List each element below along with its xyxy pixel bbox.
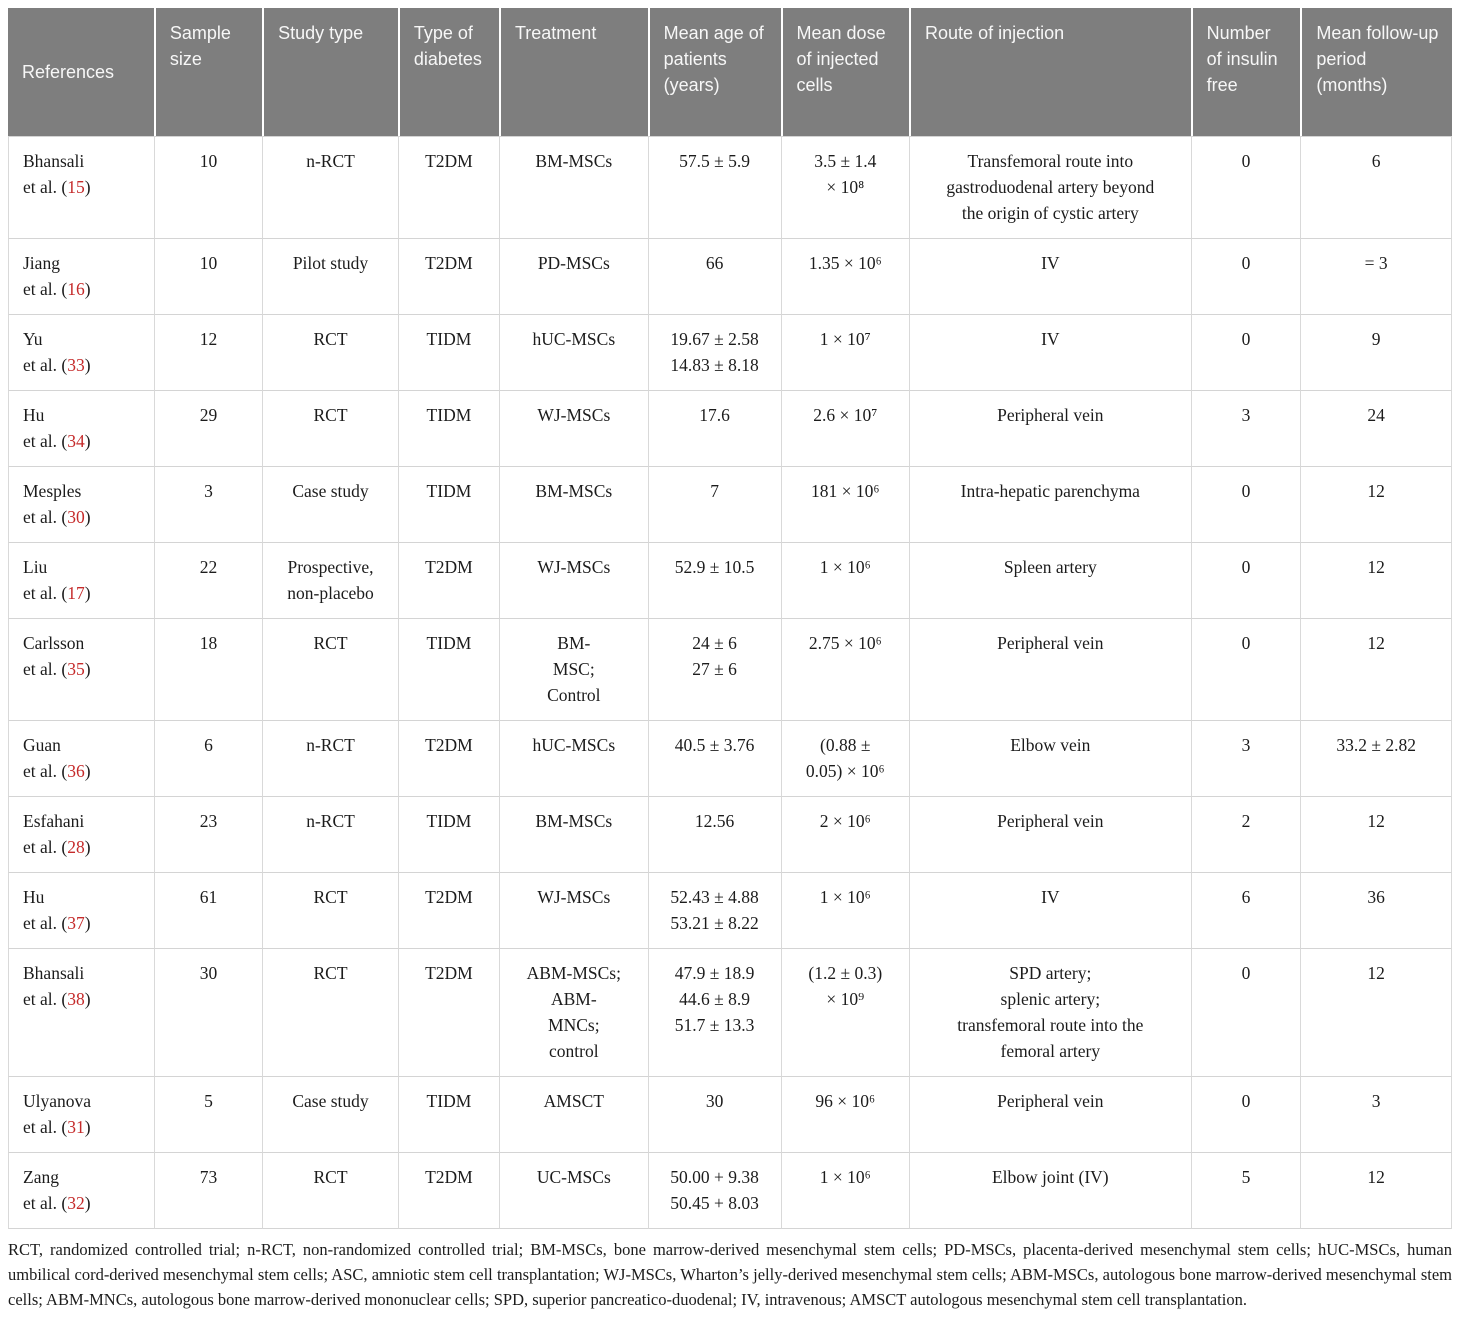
cell-insulin-free: 0 <box>1191 619 1301 721</box>
cell-study-type <box>262 873 398 949</box>
cell-study-type <box>262 315 398 391</box>
cell-line: 36 <box>1367 887 1385 907</box>
cell-line: = 3 <box>1364 253 1388 273</box>
cell-sample-size: 18 <box>154 619 262 721</box>
cell-route <box>909 1153 1191 1229</box>
cell-mean-age <box>648 315 781 391</box>
cell-line: Peripheral vein <box>997 633 1104 653</box>
column-header-0: References <box>8 8 154 136</box>
cell-line: control <box>549 1041 599 1061</box>
cell-study-type <box>262 1153 398 1229</box>
cell-follow-up <box>1300 797 1452 873</box>
citation-number-link[interactable]: 36 <box>67 761 85 781</box>
citation-number-link[interactable]: 33 <box>67 355 85 375</box>
cell-line: Peripheral vein <box>997 811 1104 831</box>
cell-line: Prospective, <box>287 557 374 577</box>
cell-line: Pilot study <box>292 253 369 273</box>
cell-diabetes-type: TIDM <box>398 315 499 391</box>
cell-line: 181 × 10⁶ <box>811 481 880 501</box>
table-row <box>8 949 1452 1077</box>
cell-line: 3 <box>1371 1091 1381 1111</box>
cell-treatment <box>499 949 648 1077</box>
reference-etal-line: et al. (36) <box>23 761 91 781</box>
cell-dose <box>781 467 910 543</box>
citation-number-link[interactable]: 30 <box>67 507 85 527</box>
reference-author: Bhansali <box>23 963 85 983</box>
cell-dose <box>781 619 910 721</box>
cell-dose <box>781 1153 910 1229</box>
cell-study-type <box>262 619 398 721</box>
column-header-2: Study type <box>262 8 398 136</box>
cell-line: WJ-MSCs <box>537 887 611 907</box>
cell-line: 27 ± 6 <box>692 659 737 679</box>
reference-author: Liu <box>23 557 48 577</box>
table-header <box>8 8 1452 136</box>
column-header-9: Mean follow-up period (months) <box>1300 8 1452 136</box>
cell-line: 12 <box>1367 633 1385 653</box>
reference-author: Bhansali <box>23 151 85 171</box>
cell-line: 12 <box>1367 481 1385 501</box>
cell-line: Transfemoral route into <box>967 151 1134 171</box>
table-row <box>8 1153 1452 1229</box>
cell-dose <box>781 315 910 391</box>
table-row <box>8 1077 1452 1153</box>
table-body <box>8 136 1452 1229</box>
cell-line: 50.45 + 8.03 <box>670 1193 759 1213</box>
cell-sample-size: 3 <box>154 467 262 543</box>
cell-study-type <box>262 949 398 1077</box>
cell-line: 50.00 + 9.38 <box>670 1167 759 1187</box>
cell-references <box>8 721 154 797</box>
cell-treatment <box>499 797 648 873</box>
cell-treatment <box>499 239 648 315</box>
cell-line: 33.2 ± 2.82 <box>1336 735 1416 755</box>
cell-line: Intra-hepatic parenchyma <box>960 481 1140 501</box>
cell-line: RCT <box>313 1167 348 1187</box>
cell-line: ABM-MSCs; <box>526 963 621 983</box>
cell-follow-up <box>1300 949 1452 1077</box>
reference-etal-line: et al. (17) <box>23 583 91 603</box>
cell-line: PD-MSCs <box>537 253 610 273</box>
cell-sample-size: 5 <box>154 1077 262 1153</box>
cell-mean-age <box>648 136 781 239</box>
reference-etal-line: et al. (37) <box>23 913 91 933</box>
cell-line: 9 <box>1371 329 1381 349</box>
cell-line: 24 ± 6 <box>692 633 737 653</box>
cell-dose <box>781 721 910 797</box>
cell-references <box>8 239 154 315</box>
cell-route <box>909 391 1191 467</box>
cell-line: 19.67 ± 2.58 <box>670 329 759 349</box>
cell-sample-size: 10 <box>154 239 262 315</box>
cell-mean-age <box>648 721 781 797</box>
cell-diabetes-type: T2DM <box>398 136 499 239</box>
cell-mean-age <box>648 1153 781 1229</box>
cell-line: Spleen artery <box>1003 557 1097 577</box>
cell-mean-age <box>648 1077 781 1153</box>
cell-insulin-free: 5 <box>1191 1153 1301 1229</box>
cell-references <box>8 467 154 543</box>
cell-treatment <box>499 391 648 467</box>
cell-references <box>8 1153 154 1229</box>
cell-references <box>8 797 154 873</box>
cell-line: × 10⁹ <box>826 989 865 1009</box>
cell-line: 40.5 ± 3.76 <box>674 735 755 755</box>
cell-treatment <box>499 543 648 619</box>
cell-line: BM-MSCs <box>535 811 613 831</box>
cell-line: 96 × 10⁶ <box>815 1091 876 1111</box>
cell-mean-age <box>648 239 781 315</box>
cell-references <box>8 873 154 949</box>
cell-line: the origin of cystic artery <box>961 203 1139 223</box>
cell-dose <box>781 136 910 239</box>
cell-line: UC-MSCs <box>536 1167 611 1187</box>
cell-references <box>8 136 154 239</box>
cell-insulin-free: 6 <box>1191 873 1301 949</box>
cell-line: 1 × 10⁶ <box>819 887 871 907</box>
reference-etal-line: et al. (30) <box>23 507 91 527</box>
cell-study-type <box>262 467 398 543</box>
cell-sample-size: 6 <box>154 721 262 797</box>
citation-number-link[interactable]: 17 <box>67 583 85 603</box>
table-footnote: RCT, randomized controlled trial; n-RCT, non-randomized controlled trial; BM-MSCs, bone marrow-derived mesenchymal stem cells; PD-MSCs, placenta-derived mesenchymal stem cells; hUC-MSCs, human umbilical cord-derived mesenchymal stem cells; ASC, amniotic stem cell transplantation; WJ-MSCs, Wharton’s jelly-derived mesenchymal stem cells; ABM-MSCs, autologous bone marrow-derived mesenchymal stem cells; ABM-MNCs, autologous bone marrow-derived mononuclear cells; SPD, superior pancreatico-duodenal; IV, intravenous; AMSCT autologous mesenchymal stem cell transplantation. <box>8 1240 1452 1309</box>
cell-line: 12.56 <box>694 811 735 831</box>
table-row <box>8 136 1452 239</box>
cell-line: BM-MSCs <box>535 151 613 171</box>
cell-diabetes-type: TIDM <box>398 391 499 467</box>
cell-line: IV <box>1041 887 1060 907</box>
cell-line: MNCs; <box>548 1015 600 1035</box>
cell-line: 14.83 ± 8.18 <box>670 355 759 375</box>
cell-diabetes-type: TIDM <box>398 1077 499 1153</box>
cell-line: 52.9 ± 10.5 <box>674 557 755 577</box>
cell-diabetes-type: TIDM <box>398 619 499 721</box>
cell-line: 1 × 10⁶ <box>819 557 871 577</box>
citation-number-link[interactable]: 38 <box>67 989 85 1009</box>
cell-insulin-free: 0 <box>1191 315 1301 391</box>
cell-line: hUC-MSCs <box>532 735 616 755</box>
table-row <box>8 239 1452 315</box>
cell-line: 1.35 × 10⁶ <box>808 253 882 273</box>
cell-follow-up <box>1300 239 1452 315</box>
cell-follow-up <box>1300 721 1452 797</box>
cell-references <box>8 1077 154 1153</box>
reference-etal-line: et al. (31) <box>23 1117 91 1137</box>
cell-sample-size: 22 <box>154 543 262 619</box>
reference-author: Yu <box>23 329 43 349</box>
cell-line: 12 <box>1367 1167 1385 1187</box>
cell-line: 12 <box>1367 557 1385 577</box>
cell-route <box>909 467 1191 543</box>
cell-study-type <box>262 543 398 619</box>
cell-diabetes-type: T2DM <box>398 543 499 619</box>
cell-references <box>8 949 154 1077</box>
cell-route <box>909 721 1191 797</box>
cell-dose <box>781 239 910 315</box>
cell-route <box>909 315 1191 391</box>
cell-line: n-RCT <box>306 811 355 831</box>
cell-insulin-free: 0 <box>1191 949 1301 1077</box>
reference-etal-line: et al. (15) <box>23 177 91 197</box>
cell-diabetes-type: T2DM <box>398 873 499 949</box>
reference-author: Hu <box>23 887 45 907</box>
cell-sample-size: 29 <box>154 391 262 467</box>
cell-line: 12 <box>1367 811 1385 831</box>
reference-etal-line: et al. (33) <box>23 355 91 375</box>
cell-references <box>8 543 154 619</box>
table-row <box>8 721 1452 797</box>
cell-route <box>909 949 1191 1077</box>
cell-treatment <box>499 873 648 949</box>
column-header-5: Mean age of patients (years) <box>648 8 781 136</box>
cell-insulin-free: 0 <box>1191 467 1301 543</box>
cell-line: Elbow vein <box>1010 735 1091 755</box>
cell-line: Elbow joint (IV) <box>991 1167 1109 1187</box>
reference-author: Carlsson <box>23 633 85 653</box>
column-header-7: Route of injection <box>909 8 1191 136</box>
cell-line: 47.9 ± 18.9 <box>674 963 755 983</box>
cell-line: WJ-MSCs <box>537 557 611 577</box>
reference-author: Jiang <box>23 253 60 273</box>
cell-line: 30 <box>705 1091 724 1111</box>
cell-line: RCT <box>313 633 348 653</box>
cell-study-type <box>262 721 398 797</box>
column-header-4: Treatment <box>499 8 648 136</box>
cell-line: 52.43 ± 4.88 <box>670 887 759 907</box>
cell-treatment <box>499 1153 648 1229</box>
cell-treatment <box>499 721 648 797</box>
cell-study-type <box>262 136 398 239</box>
cell-line: 53.21 ± 8.22 <box>670 913 759 933</box>
citation-number-link[interactable]: 16 <box>67 279 85 299</box>
cell-follow-up <box>1300 1077 1452 1153</box>
cell-treatment <box>499 136 648 239</box>
cell-line: (1.2 ± 0.3) <box>808 963 883 983</box>
header-row <box>8 8 1452 136</box>
table-row <box>8 391 1452 467</box>
cell-references <box>8 619 154 721</box>
cell-dose <box>781 543 910 619</box>
cell-line: BM-MSCs <box>535 481 613 501</box>
cell-insulin-free: 2 <box>1191 797 1301 873</box>
cell-line: non-placebo <box>287 583 374 603</box>
cell-references <box>8 391 154 467</box>
table-row <box>8 467 1452 543</box>
cell-follow-up <box>1300 467 1452 543</box>
table-row <box>8 797 1452 873</box>
cell-dose <box>781 873 910 949</box>
cell-study-type <box>262 1077 398 1153</box>
reference-author: Zang <box>23 1167 59 1187</box>
reference-author: Ulyanova <box>23 1091 92 1111</box>
cell-line: gastroduodenal artery beyond <box>946 177 1155 197</box>
cell-follow-up <box>1300 873 1452 949</box>
cell-sample-size: 10 <box>154 136 262 239</box>
citation-number-link[interactable]: 35 <box>67 659 85 679</box>
cell-mean-age <box>648 619 781 721</box>
cell-line: Control <box>547 685 601 705</box>
table-row <box>8 619 1452 721</box>
cell-sample-size: 12 <box>154 315 262 391</box>
cell-line: 6 <box>1371 151 1381 171</box>
cell-dose <box>781 949 910 1077</box>
cell-route <box>909 136 1191 239</box>
cell-line: n-RCT <box>306 151 355 171</box>
cell-line: 3.5 ± 1.4 <box>814 151 877 171</box>
cell-diabetes-type: T2DM <box>398 239 499 315</box>
cell-mean-age <box>648 873 781 949</box>
cell-mean-age <box>648 391 781 467</box>
reference-author: Guan <box>23 735 61 755</box>
cell-line: MSC; <box>552 659 595 679</box>
cell-line: RCT <box>313 405 348 425</box>
cell-treatment <box>499 1077 648 1153</box>
cell-route <box>909 1077 1191 1153</box>
cell-follow-up <box>1300 619 1452 721</box>
cell-line: Peripheral vein <box>997 405 1104 425</box>
cell-study-type <box>262 797 398 873</box>
cell-line: Case study <box>292 481 369 501</box>
cell-line: n-RCT <box>306 735 355 755</box>
table-row <box>8 543 1452 619</box>
cell-route <box>909 619 1191 721</box>
cell-insulin-free: 3 <box>1191 391 1301 467</box>
cell-line: hUC-MSCs <box>532 329 616 349</box>
cell-line: SPD artery; <box>1009 963 1092 983</box>
column-header-1: Sample size <box>154 8 262 136</box>
cell-sample-size: 30 <box>154 949 262 1077</box>
cell-line: Case study <box>292 1091 369 1111</box>
cell-sample-size: 61 <box>154 873 262 949</box>
cell-sample-size: 73 <box>154 1153 262 1229</box>
cell-line: 66 <box>705 253 724 273</box>
citation-number-link[interactable]: 15 <box>67 177 85 197</box>
citation-number-link[interactable]: 34 <box>67 431 85 451</box>
cell-line: IV <box>1041 329 1060 349</box>
cell-mean-age <box>648 543 781 619</box>
cell-line: splenic artery; <box>1000 989 1101 1009</box>
cell-insulin-free: 3 <box>1191 721 1301 797</box>
cell-line: 44.6 ± 8.9 <box>679 989 751 1009</box>
cell-line: 2 × 10⁶ <box>819 811 871 831</box>
cell-line: 51.7 ± 13.3 <box>674 1015 755 1035</box>
cell-line: RCT <box>313 963 348 983</box>
cell-diabetes-type: TIDM <box>398 467 499 543</box>
reference-author: Hu <box>23 405 45 425</box>
cell-line: 7 <box>710 481 719 501</box>
cell-diabetes-type: TIDM <box>398 797 499 873</box>
citation-number-link[interactable]: 37 <box>67 913 85 933</box>
cell-line: 1 × 10⁶ <box>819 1167 871 1187</box>
reference-etal-line: et al. (35) <box>23 659 91 679</box>
cell-diabetes-type: T2DM <box>398 1153 499 1229</box>
reference-etal-line: et al. (38) <box>23 989 91 1009</box>
cell-sample-size: 23 <box>154 797 262 873</box>
cell-line: ABM- <box>550 989 597 1009</box>
column-header-6: Mean dose of injected cells <box>781 8 910 136</box>
cell-line: 57.5 ± 5.9 <box>679 151 751 171</box>
cell-route <box>909 543 1191 619</box>
cell-insulin-free: 0 <box>1191 1077 1301 1153</box>
cell-study-type <box>262 239 398 315</box>
column-header-8: Number of insulin free <box>1191 8 1301 136</box>
citation-number-link[interactable]: 32 <box>67 1193 85 1213</box>
cell-references <box>8 315 154 391</box>
cell-line: 2.6 × 10⁷ <box>813 405 878 425</box>
reference-etal-line: et al. (32) <box>23 1193 91 1213</box>
cell-line: Peripheral vein <box>997 1091 1104 1111</box>
cell-line: 1 × 10⁷ <box>819 329 871 349</box>
cell-route <box>909 873 1191 949</box>
cell-route <box>909 239 1191 315</box>
column-header-3: Type of diabetes <box>398 8 499 136</box>
cell-line: femoral artery <box>1000 1041 1101 1061</box>
cell-line: WJ-MSCs <box>537 405 611 425</box>
cell-treatment <box>499 315 648 391</box>
cell-dose <box>781 1077 910 1153</box>
cell-follow-up <box>1300 315 1452 391</box>
reference-etal-line: et al. (34) <box>23 431 91 451</box>
cell-line: RCT <box>313 887 348 907</box>
reference-author: Esfahani <box>23 811 85 831</box>
cell-follow-up <box>1300 543 1452 619</box>
cell-study-type <box>262 391 398 467</box>
cell-line: (0.88 ± <box>820 735 871 755</box>
cell-dose <box>781 391 910 467</box>
cell-follow-up <box>1300 1153 1452 1229</box>
cell-diabetes-type: T2DM <box>398 721 499 797</box>
cell-line: BM- <box>557 633 591 653</box>
cell-mean-age <box>648 797 781 873</box>
table-row <box>8 315 1452 391</box>
cell-line: AMSCT <box>543 1091 604 1111</box>
cell-line: IV <box>1041 253 1060 273</box>
reference-author: Mesples <box>23 481 82 501</box>
cell-line: 0.05) × 10⁶ <box>805 761 885 781</box>
cell-line: 2.75 × 10⁶ <box>808 633 882 653</box>
reference-etal-line: et al. (28) <box>23 837 91 857</box>
cell-line: 17.6 <box>699 405 730 425</box>
cell-mean-age <box>648 949 781 1077</box>
cell-treatment <box>499 619 648 721</box>
cell-treatment <box>499 467 648 543</box>
cell-follow-up <box>1300 391 1452 467</box>
cell-line: × 10⁸ <box>826 177 865 197</box>
cell-insulin-free: 0 <box>1191 543 1301 619</box>
cell-diabetes-type: T2DM <box>398 949 499 1077</box>
cell-insulin-free: 0 <box>1191 239 1301 315</box>
cell-follow-up <box>1300 136 1452 239</box>
cell-line: RCT <box>313 329 348 349</box>
cell-line: transfemoral route into the <box>957 1015 1144 1035</box>
reference-etal-line: et al. (16) <box>23 279 91 299</box>
cell-line: 12 <box>1367 963 1385 983</box>
cell-dose <box>781 797 910 873</box>
citation-number-link[interactable]: 28 <box>67 837 85 857</box>
studies-table <box>8 8 1452 1229</box>
citation-number-link[interactable]: 31 <box>67 1117 85 1137</box>
cell-insulin-free: 0 <box>1191 136 1301 239</box>
table-row <box>8 873 1452 949</box>
cell-route <box>909 797 1191 873</box>
cell-mean-age <box>648 467 781 543</box>
cell-line: 24 <box>1367 405 1385 425</box>
